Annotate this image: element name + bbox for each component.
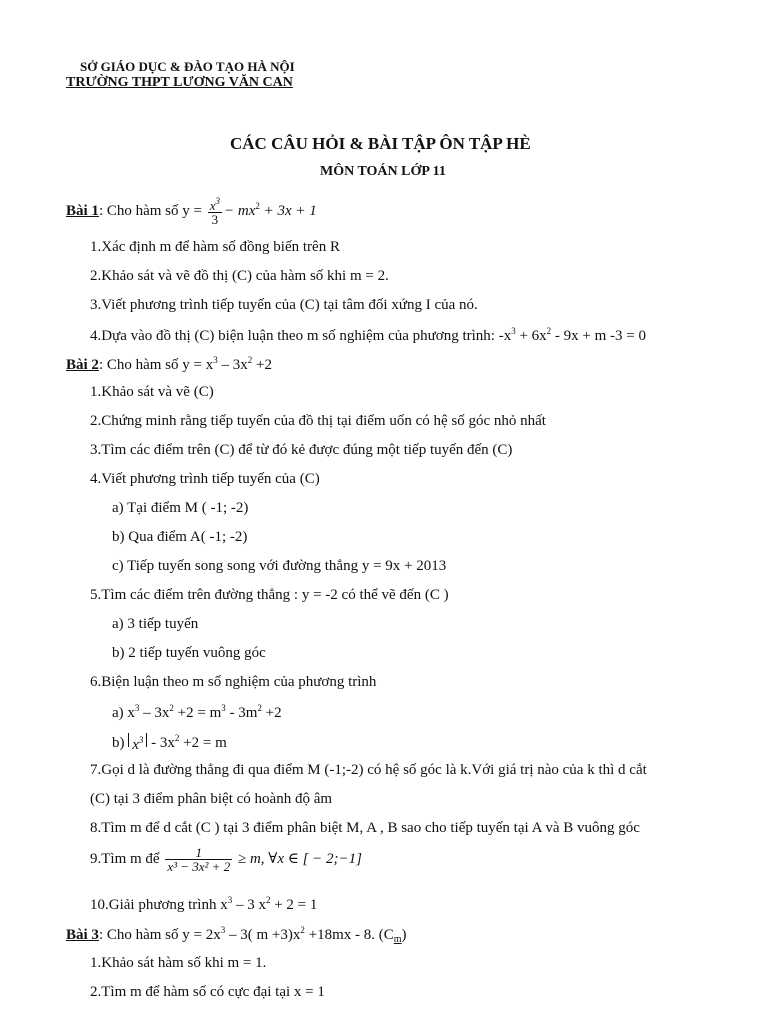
exercise-2-question-6: 6.Biện luận theo m số nghiệm của phương trình (90, 674, 377, 690)
exponent: 2 (265, 895, 271, 905)
exercise-2-question-4: 4.Viết phương trình tiếp tuyến của (C) (90, 471, 320, 487)
absolute-value (128, 733, 147, 753)
exponent: 2 (546, 326, 552, 336)
exponent: 3 (227, 895, 233, 905)
exercise-3-statement (66, 926, 407, 945)
text: - 3m (225, 705, 258, 721)
exercise-2-question-4a: a) Tại điểm M ( -1; -2) (112, 500, 249, 516)
exponent: 2 (257, 703, 262, 713)
exercise-2-question-10 (90, 896, 317, 913)
exercise-2-question-7-line-1: 7.Gọi d là đường thẳng đi qua điểm M (-1;-2) có hệ số góc là k.Với giá trị nào của k thì d cắt (90, 762, 647, 778)
text: : Cho hàm số y = x (98, 357, 214, 373)
exponent: 3 (215, 196, 221, 206)
exercise-2-question-6b (112, 733, 227, 751)
exercise-2-question-1: 1.Khảo sát và vẽ (C) (90, 384, 214, 400)
exercise-2-question-4c: c) Tiếp tuyến song song với đường thẳng y = 9x + 2013 (112, 558, 447, 574)
exponent: 2 (169, 703, 174, 713)
exponent: 3 (138, 735, 144, 745)
subscript: m (393, 934, 402, 945)
text: – 3( m +3)x (225, 927, 301, 943)
exercise-2-question-4b: b) Qua điểm A( -1; -2) (112, 529, 248, 545)
text: +2 (252, 357, 272, 373)
exercise-2-question-3: 3.Tìm các điểm trên (C) để từ đó kẻ được đúng một tiếp tuyến đến (C) (90, 442, 513, 458)
text: : Cho hàm số y = 2x (98, 927, 221, 943)
exercise-1-question-2: 2.Khảo sát và vẽ đồ thị (C) của hàm số khi m = 2. (90, 268, 389, 284)
fraction-denominator: x³ − 3x² + 2 (167, 859, 231, 874)
exponent: 3 (221, 703, 226, 713)
exercise-1-question-3: 3.Viết phương trình tiếp tuyến của (C) tại tâm đối xứng I của nó. (90, 297, 478, 313)
exponent: 2 (174, 733, 180, 743)
text: - 9x + m -3 = 0 (551, 328, 646, 344)
text: 10.Giải phương trình x (90, 897, 228, 913)
school-header: TRƯỜNG THPT LƯƠNG VĂN CAN (66, 75, 293, 90)
fraction-numerator: 1 (195, 845, 203, 860)
exercise-1-question-4 (90, 327, 646, 344)
text: b) (112, 735, 129, 751)
exercise-1-intro: : Cho hàm số y = (98, 202, 206, 219)
exercise-1-question-1: 1.Xác định m để hàm số đồng biến trên R (90, 239, 340, 255)
exponent: 2 (300, 925, 305, 935)
exercise-2-question-2: 2.Chứng minh rằng tiếp tuyến của đồ thị tại điểm uốn có hệ số góc nhỏ nhất (90, 413, 546, 429)
text: ≥ m, ∀x ∈ [ − 2;−1] (234, 850, 363, 867)
exponent: 2 (247, 355, 253, 365)
exercise-2-question-9-fraction (165, 846, 232, 873)
exercise-3-label: Bài 3 (66, 927, 99, 943)
fraction-denominator: 3 (208, 212, 222, 226)
exercise-2-question-5a: a) 3 tiếp tuyến (112, 616, 199, 632)
exponent: 3 (511, 326, 516, 336)
text: - 3x (147, 735, 175, 751)
exercise-2-question-8: 8.Tìm m để d cắt (C ) tại 3 điểm phân biệt M, A , B sao cho tiếp tuyến tại A và B vuông góc (90, 820, 640, 836)
exercise-2-question-7-line-2: (C) tại 3 điểm phân biệt có hoành độ âm (90, 791, 333, 807)
text: – 3 x (232, 897, 266, 913)
exponent: 3 (220, 925, 226, 935)
exercise-3-question-2: 2.Tìm m để hàm số có cực đại tại x = 1 (90, 984, 325, 1000)
exponent: 2 (255, 200, 260, 211)
text: + 2 = 1 (270, 897, 318, 913)
exercise-2-question-5b: b) 2 tiếp tuyến vuông góc (112, 645, 266, 661)
fraction-numerator: x (209, 198, 216, 213)
text: +2 = m (173, 705, 222, 721)
text: +2 (261, 705, 282, 721)
text: – 3x (217, 357, 248, 373)
exponent: 3 (213, 355, 218, 365)
exercise-1-fraction (208, 197, 222, 226)
text: +18mx - 8. (C (304, 927, 394, 943)
text: – 3x (139, 705, 170, 721)
exercise-1-statement (66, 197, 317, 226)
exercise-2-question-5: 5.Tìm các điểm trên đường thẳng : y = -2 có thể vẽ đến (C ) (90, 587, 449, 603)
text: a) x (112, 705, 135, 721)
text: + 6x (515, 328, 547, 344)
document-subtitle: MÔN TOÁN LỚP 11 (320, 164, 446, 179)
exercise-1-term: − mx (224, 202, 256, 219)
exercise-1-label: Bài 1 (66, 202, 99, 219)
exercise-1-tail: + 3x + 1 (259, 202, 317, 219)
exercise-2-question-6a (112, 704, 282, 721)
document-title: CÁC CÂU HỎI & BÀI TẬP ÔN TẬP HÈ (230, 134, 531, 153)
exercise-2-question-9 (90, 846, 362, 873)
text: 4.Dựa vào đồ thị (C) biện luận theo m số nghiệm của phương trình: -x (90, 328, 512, 344)
text: 9.Tìm m để (90, 850, 164, 867)
text: ) (401, 927, 407, 943)
department-header: SỞ GIÁO DỤC & ĐÀO TẠO HÀ NỘI (80, 59, 295, 74)
text: x (132, 737, 139, 753)
text: +2 = m (179, 735, 227, 751)
exercise-2-label: Bài 2 (66, 357, 99, 373)
exercise-2-statement (66, 356, 272, 373)
exponent: 3 (134, 703, 140, 713)
exercise-3-question-1: 1.Khảo sát hàm số khi m = 1. (90, 955, 267, 971)
